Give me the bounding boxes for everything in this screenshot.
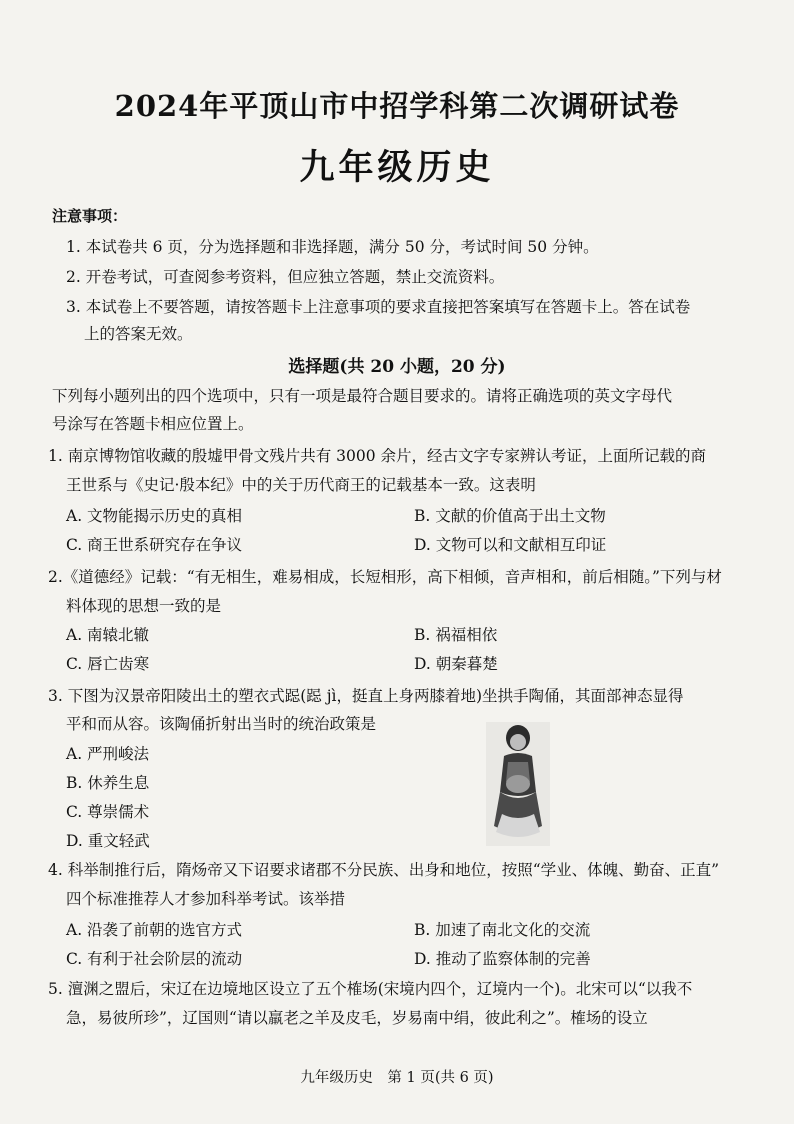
question-stem: 3. 下图为汉景帝阳陵出土的塑衣式跽(跽 jì，挺直上身两膝着地)坐拱手陶俑，其面部神态显得 [48, 687, 684, 705]
exam-subtitle: 九年级历史 [299, 147, 495, 188]
option-b: B. 文献的价值高于出土文物 [414, 507, 606, 525]
question-stem: 2.《道德经》记载：“有无相生，难易相成，长短相形，高下相倾，音声相和，前后相随。”下列与材 [48, 568, 722, 586]
question-stem: 平和而从容。该陶俑折射出当时的统治政策是 [66, 715, 377, 733]
question-stem: 4. 科举制推行后，隋炀帝又下诏要求诸郡不分民族、出身和地位，按照“学业、体魄、勤奋、正直” [48, 861, 720, 879]
option-a: A. 严刑峻法 [66, 745, 150, 763]
exam-title: 2024年平顶山市中招学科第二次调研试卷 [114, 89, 680, 123]
option-c: C. 商王世系研究存在争议 [66, 536, 243, 554]
pottery-figurine-image [486, 722, 550, 846]
notice-heading: 注意事项： [52, 207, 128, 225]
option-b: B. 加速了南北文化的交流 [414, 921, 591, 939]
page-footer: 九年级历史 第 1 页(共 6 页) [300, 1070, 494, 1086]
question-stem: 急，易彼所珍”，辽国则“请以羸老之羊及皮毛，岁易南中绢，彼此利之”。榷场的设立 [66, 1009, 648, 1027]
notice-item: 2. 开卷考试，可查阅参考资料，但应独立答题，禁止交流资料。 [66, 268, 505, 286]
option-d: D. 推动了监察体制的完善 [414, 950, 591, 968]
question-stem: 5. 澶渊之盟后，宋辽在边境地区设立了五个榷场(宋境内四个，辽境内一个)。北宋可以“以我不 [48, 980, 693, 998]
option-b: B. 休养生息 [66, 774, 150, 792]
option-d: D. 朝秦暮楚 [414, 655, 498, 673]
section-title: 选择题(共 20 小题，20 分) [288, 357, 506, 377]
option-d: D. 重文轻武 [66, 832, 150, 850]
option-c: C. 有利于社会阶层的流动 [66, 950, 243, 968]
notice-item: 上的答案无效。 [84, 325, 193, 343]
option-a: A. 文物能揭示历史的真相 [66, 507, 243, 525]
option-a: A. 沿袭了前朝的选官方式 [66, 921, 243, 939]
notice-item: 3. 本试卷上不要答题，请按答题卡上注意事项的要求直接把答案填写在答题卡上。答在试卷 [66, 298, 691, 316]
option-c: C. 唇亡齿寒 [66, 655, 150, 673]
question-stem: 四个标准推荐人才参加科举考试。该举措 [66, 890, 346, 908]
section-instructions: 下列每小题列出的四个选项中，只有一项是最符合题目要求的。请将正确选项的英文字母代 [52, 387, 673, 405]
option-c: C. 尊崇儒术 [66, 803, 150, 821]
notice-item: 1. 本试卷共 6 页，分为选择题和非选择题，满分 50 分，考试时间 50 分钟。 [66, 238, 599, 256]
question-stem: 料体现的思想一致的是 [66, 597, 222, 615]
question-stem: 1. 南京博物馆收藏的殷墟甲骨文残片共有 3000 余片，经古文字专家辨认考证，上面所记载的商 [48, 447, 707, 465]
option-b: B. 祸福相依 [414, 626, 498, 644]
section-instructions: 号涂写在答题卡相应位置上。 [52, 415, 254, 433]
question-stem: 王世系与《史记·殷本纪》中的关于历代商王的记载基本一致。这表明 [66, 476, 536, 494]
option-d: D. 文物可以和文献相互印证 [414, 536, 607, 554]
option-a: A. 南辕北辙 [66, 626, 150, 644]
